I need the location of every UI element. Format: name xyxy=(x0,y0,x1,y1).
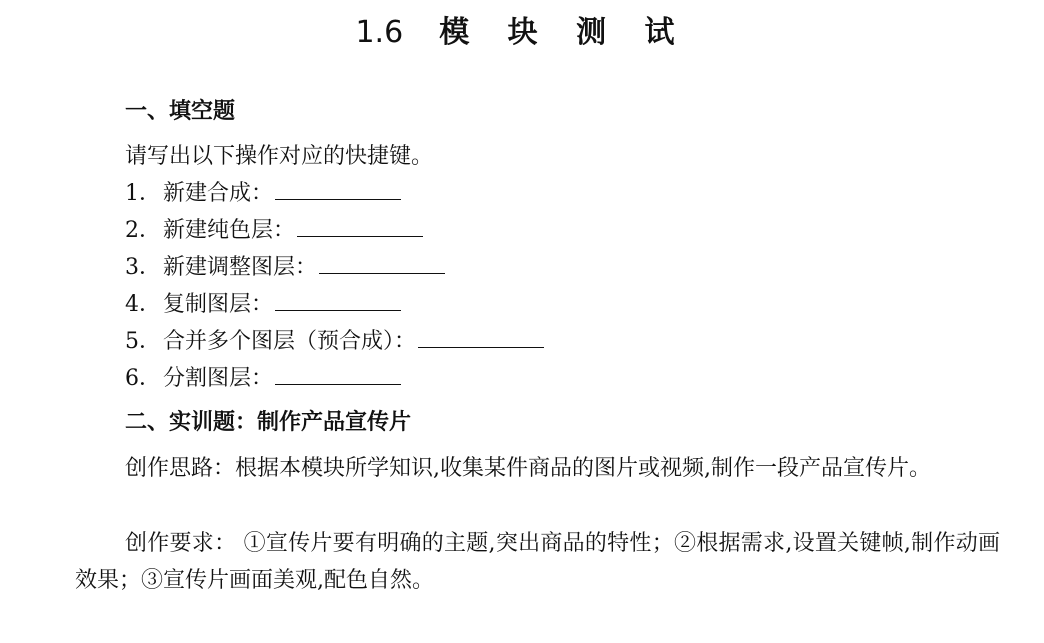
answer-blank xyxy=(275,179,401,200)
answer-blank xyxy=(275,290,401,311)
question-text: 新建纯色层： xyxy=(163,218,296,243)
creative-requirements-paragraph: 创作要求： ①宣传片要有明确的主题,突出商品的特性；②根据需求,设置关键帧,制作动画效果；③宣传片画面美观,配色自然。 xyxy=(75,531,1000,593)
question-item xyxy=(125,253,445,283)
question-number: 6． xyxy=(125,366,161,391)
question-text: 复制图层： xyxy=(163,292,274,317)
fill-in-heading: 一、填空题 xyxy=(125,99,236,124)
question-number: 1． xyxy=(125,181,161,206)
question-text: 分割图层： xyxy=(163,366,274,391)
question-number: 5． xyxy=(125,329,161,354)
question-number: 3． xyxy=(125,255,161,280)
question-number: 2． xyxy=(125,218,161,243)
answer-blank xyxy=(275,364,401,385)
answer-blank xyxy=(297,216,423,237)
creative-idea-paragraph: 创作思路：根据本模块所学知识,收集某件商品的图片或视频,制作一段产品宣传片。 xyxy=(125,456,931,481)
question-item xyxy=(125,216,423,246)
question-text: 新建调整图层： xyxy=(163,255,318,280)
question-item xyxy=(125,290,401,320)
question-item xyxy=(125,327,544,357)
question-text: 合并多个图层（预合成）： xyxy=(163,329,417,354)
question-text: 新建合成： xyxy=(163,181,274,206)
practical-heading: 二、实训题：制作产品宣传片 xyxy=(125,410,412,435)
section-number: 1.6 xyxy=(355,15,404,50)
question-item xyxy=(125,179,401,209)
section-title: 模 块 测 试 xyxy=(439,15,689,50)
question-item xyxy=(125,364,401,394)
answer-blank xyxy=(319,253,445,274)
answer-blank xyxy=(418,327,544,348)
fill-in-intro: 请写出以下操作对应的快捷键。 xyxy=(125,144,434,169)
page-title xyxy=(0,12,1044,54)
question-number: 4． xyxy=(125,292,161,317)
